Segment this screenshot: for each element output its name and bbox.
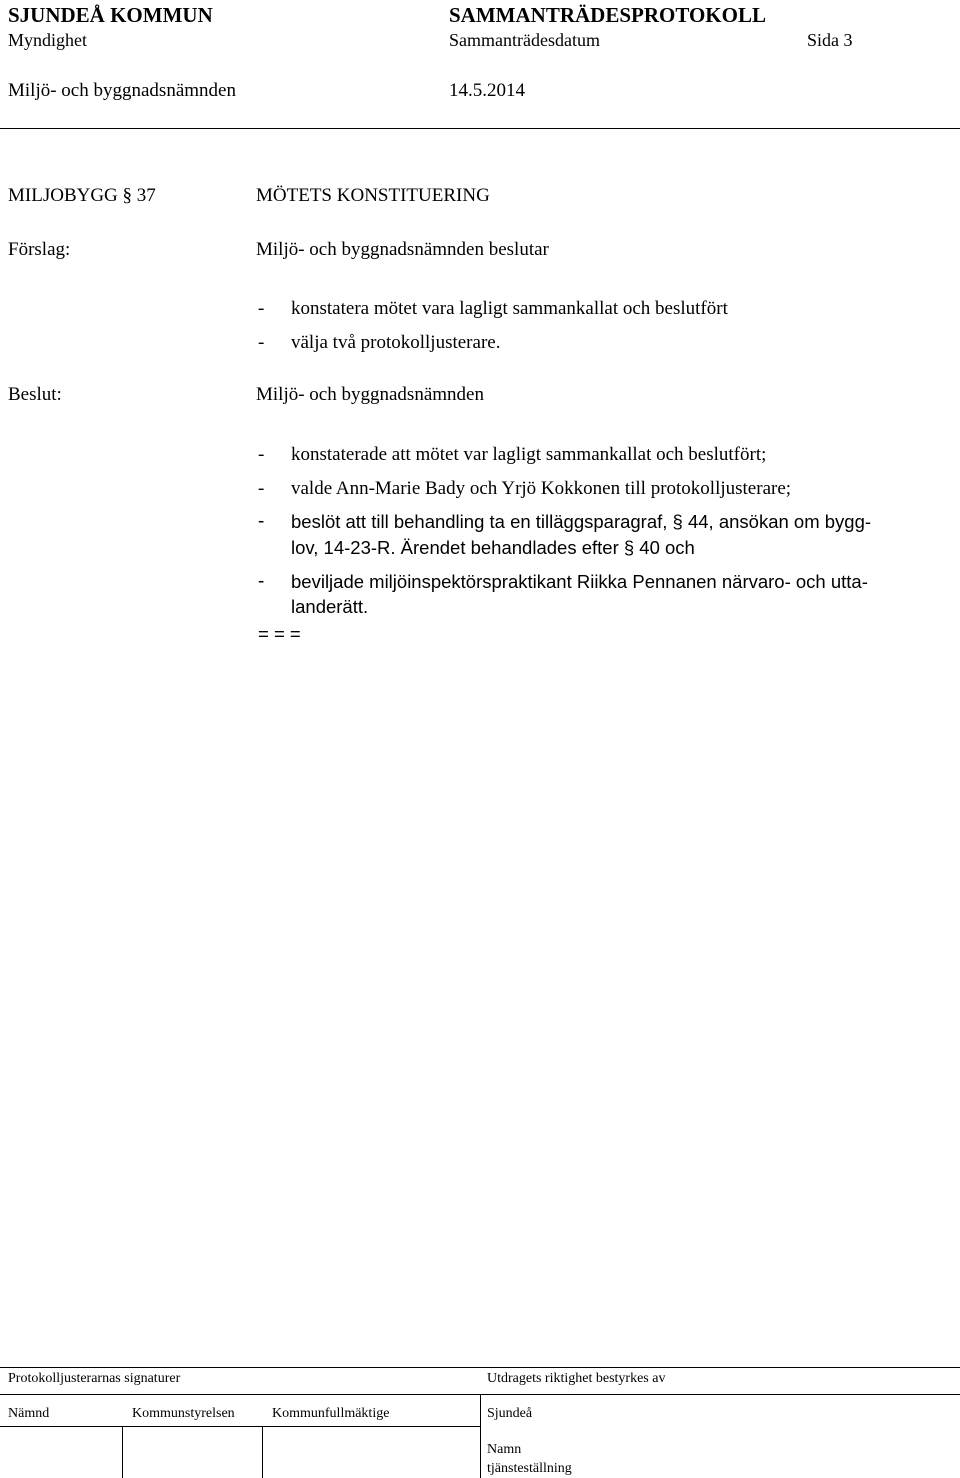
document-type: SAMMANTRÄDESPROTOKOLL [449, 3, 766, 27]
date-label: Sammanträdesdatum [449, 30, 600, 50]
signature-col-council: Kommunfullmäktige [272, 1406, 390, 1421]
signature-col-executive: Kommunstyrelsen [132, 1406, 235, 1421]
header-divider [0, 128, 960, 129]
list-dash: - [258, 298, 265, 319]
org-name: SJUNDEÅ KOMMUN [8, 3, 213, 27]
signatures-label: Protokolljusterarnas signaturer [8, 1371, 181, 1386]
list-dash: - [258, 478, 265, 499]
signature-cell-divider [262, 1426, 263, 1478]
decision-intro: Miljö- och byggnadsnämnden [256, 384, 484, 405]
decision-item: beviljade miljöinspektörspraktikant Riikka Pennanen närvaro- och utta- [291, 571, 868, 592]
proposal-intro: Miljö- och byggnadsnämnden beslutar [256, 239, 549, 260]
meeting-date: 14.5.2014 [449, 80, 525, 101]
section-terminator: = = = [258, 623, 301, 644]
section-number: MILJOBYGG § 37 [8, 185, 156, 206]
decision-item-continuation: landerätt. [291, 596, 369, 617]
signature-cell-divider [480, 1394, 481, 1478]
authority-name: Miljö- och byggnadsnämnden [8, 80, 236, 101]
section-title: MÖTETS KONSTITUERING [256, 185, 490, 206]
signature-col-board: Nämnd [8, 1406, 50, 1421]
list-dash: - [258, 332, 265, 353]
list-dash: - [258, 444, 265, 465]
proposal-item: välja två protokolljusterare. [291, 332, 501, 353]
signature-cell-divider [122, 1426, 123, 1478]
proposal-label: Förslag: [8, 239, 71, 260]
list-dash: - [258, 571, 265, 592]
decision-item: beslöt att till behandling ta en tilläggsparagraf, § 44, ansökan om bygg- [291, 511, 872, 532]
certified-label: Utdragets riktighet bestyrkes av [487, 1371, 666, 1386]
list-dash: - [258, 511, 265, 532]
footer-divider [0, 1367, 960, 1368]
decision-item: konstaterade att mötet var lagligt sammankallat och beslutfört; [291, 444, 767, 465]
certifier-position-label: tjänsteställning [487, 1461, 572, 1476]
proposal-item: konstatera mötet vara lagligt sammankallat och beslutfört [291, 298, 728, 319]
signature-row-divider [0, 1426, 480, 1427]
certifier-municipality: Sjundeå [487, 1406, 533, 1421]
decision-item-continuation: lov, 14-23-R. Ärendet behandlades efter § 40 och [291, 537, 695, 558]
decision-label: Beslut: [8, 384, 62, 405]
decision-item: valde Ann-Marie Bady och Yrjö Kokkonen till protokolljusterare; [291, 478, 792, 499]
certifier-name-label: Namn [487, 1442, 522, 1457]
authority-label: Myndighet [8, 30, 87, 50]
page-number: Sida 3 [807, 30, 853, 50]
